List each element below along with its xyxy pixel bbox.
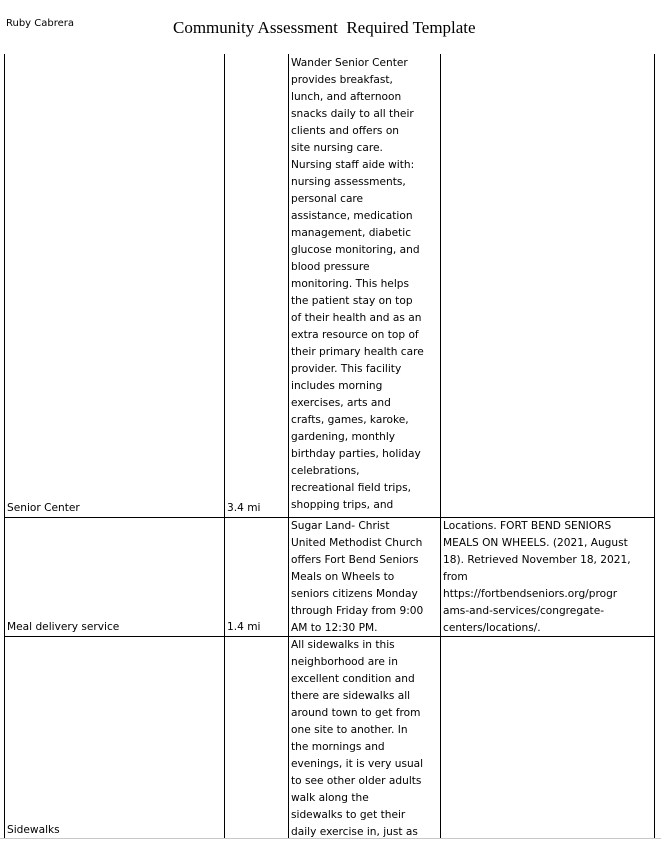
reference-cell <box>441 517 655 636</box>
resource-cell: Sidewalks <box>5 636 225 839</box>
description-cell <box>289 54 441 517</box>
description-text: All sidewalks in this neighborhood are in excellent condition and there are sidewalks all around town to get from one site to another. In the mornings and evenings, it is very usual to see other older adults walk along the sidewalks to get their daily exercise in, just as <box>291 638 424 838</box>
resource-cell: Meal delivery service <box>5 517 225 636</box>
reference-text: Locations. FORT BEND SENIORS MEALS ON WHEELS. (2021, August 18). Retrieved November 18, 2021, from https://fortbendseniors.org/progr ams-and-services/congregate- centers/locations/. <box>443 519 631 634</box>
description-text: Wander Senior Center provides breakfast, lunch, and afternoon snacks daily to all their clients and offers on site nursing care. Nursing staff aide with: nursing assessments, personal care assistance, medication management, diabetic glucose monitoring, and blood pressure monitoring. This helps the patient stay on top of their health and as an extra resource on top of their primary health care provider. This facility includes morning exercises, arts and crafts, games, karoke, gardening, monthly birthday parties, holiday celebrations, recreational field trips, shopping trips, and <box>291 56 424 511</box>
table-row <box>5 636 655 839</box>
distance-cell: 3.4 mi <box>225 54 289 517</box>
assessment-table <box>4 54 655 840</box>
description-cell <box>289 636 441 839</box>
page-title: Community Assessment Required Template <box>173 18 476 37</box>
table-row <box>5 517 655 636</box>
table-row <box>5 54 655 517</box>
description-cell <box>289 517 441 636</box>
distance-cell <box>225 636 289 839</box>
description-text: Sugar Land- Christ United Methodist Church offers Fort Bend Seniors Meals on Wheels to seniors citizens Monday through Friday from 9:00 AM to 12:30 PM. <box>291 519 424 634</box>
reference-cell <box>441 54 655 517</box>
distance-cell: 1.4 mi <box>225 517 289 636</box>
page-bottom-edge <box>0 838 661 844</box>
reference-cell <box>441 636 655 839</box>
resource-cell: Senior Center <box>5 54 225 517</box>
author-name: Ruby Cabrera <box>6 18 75 29</box>
